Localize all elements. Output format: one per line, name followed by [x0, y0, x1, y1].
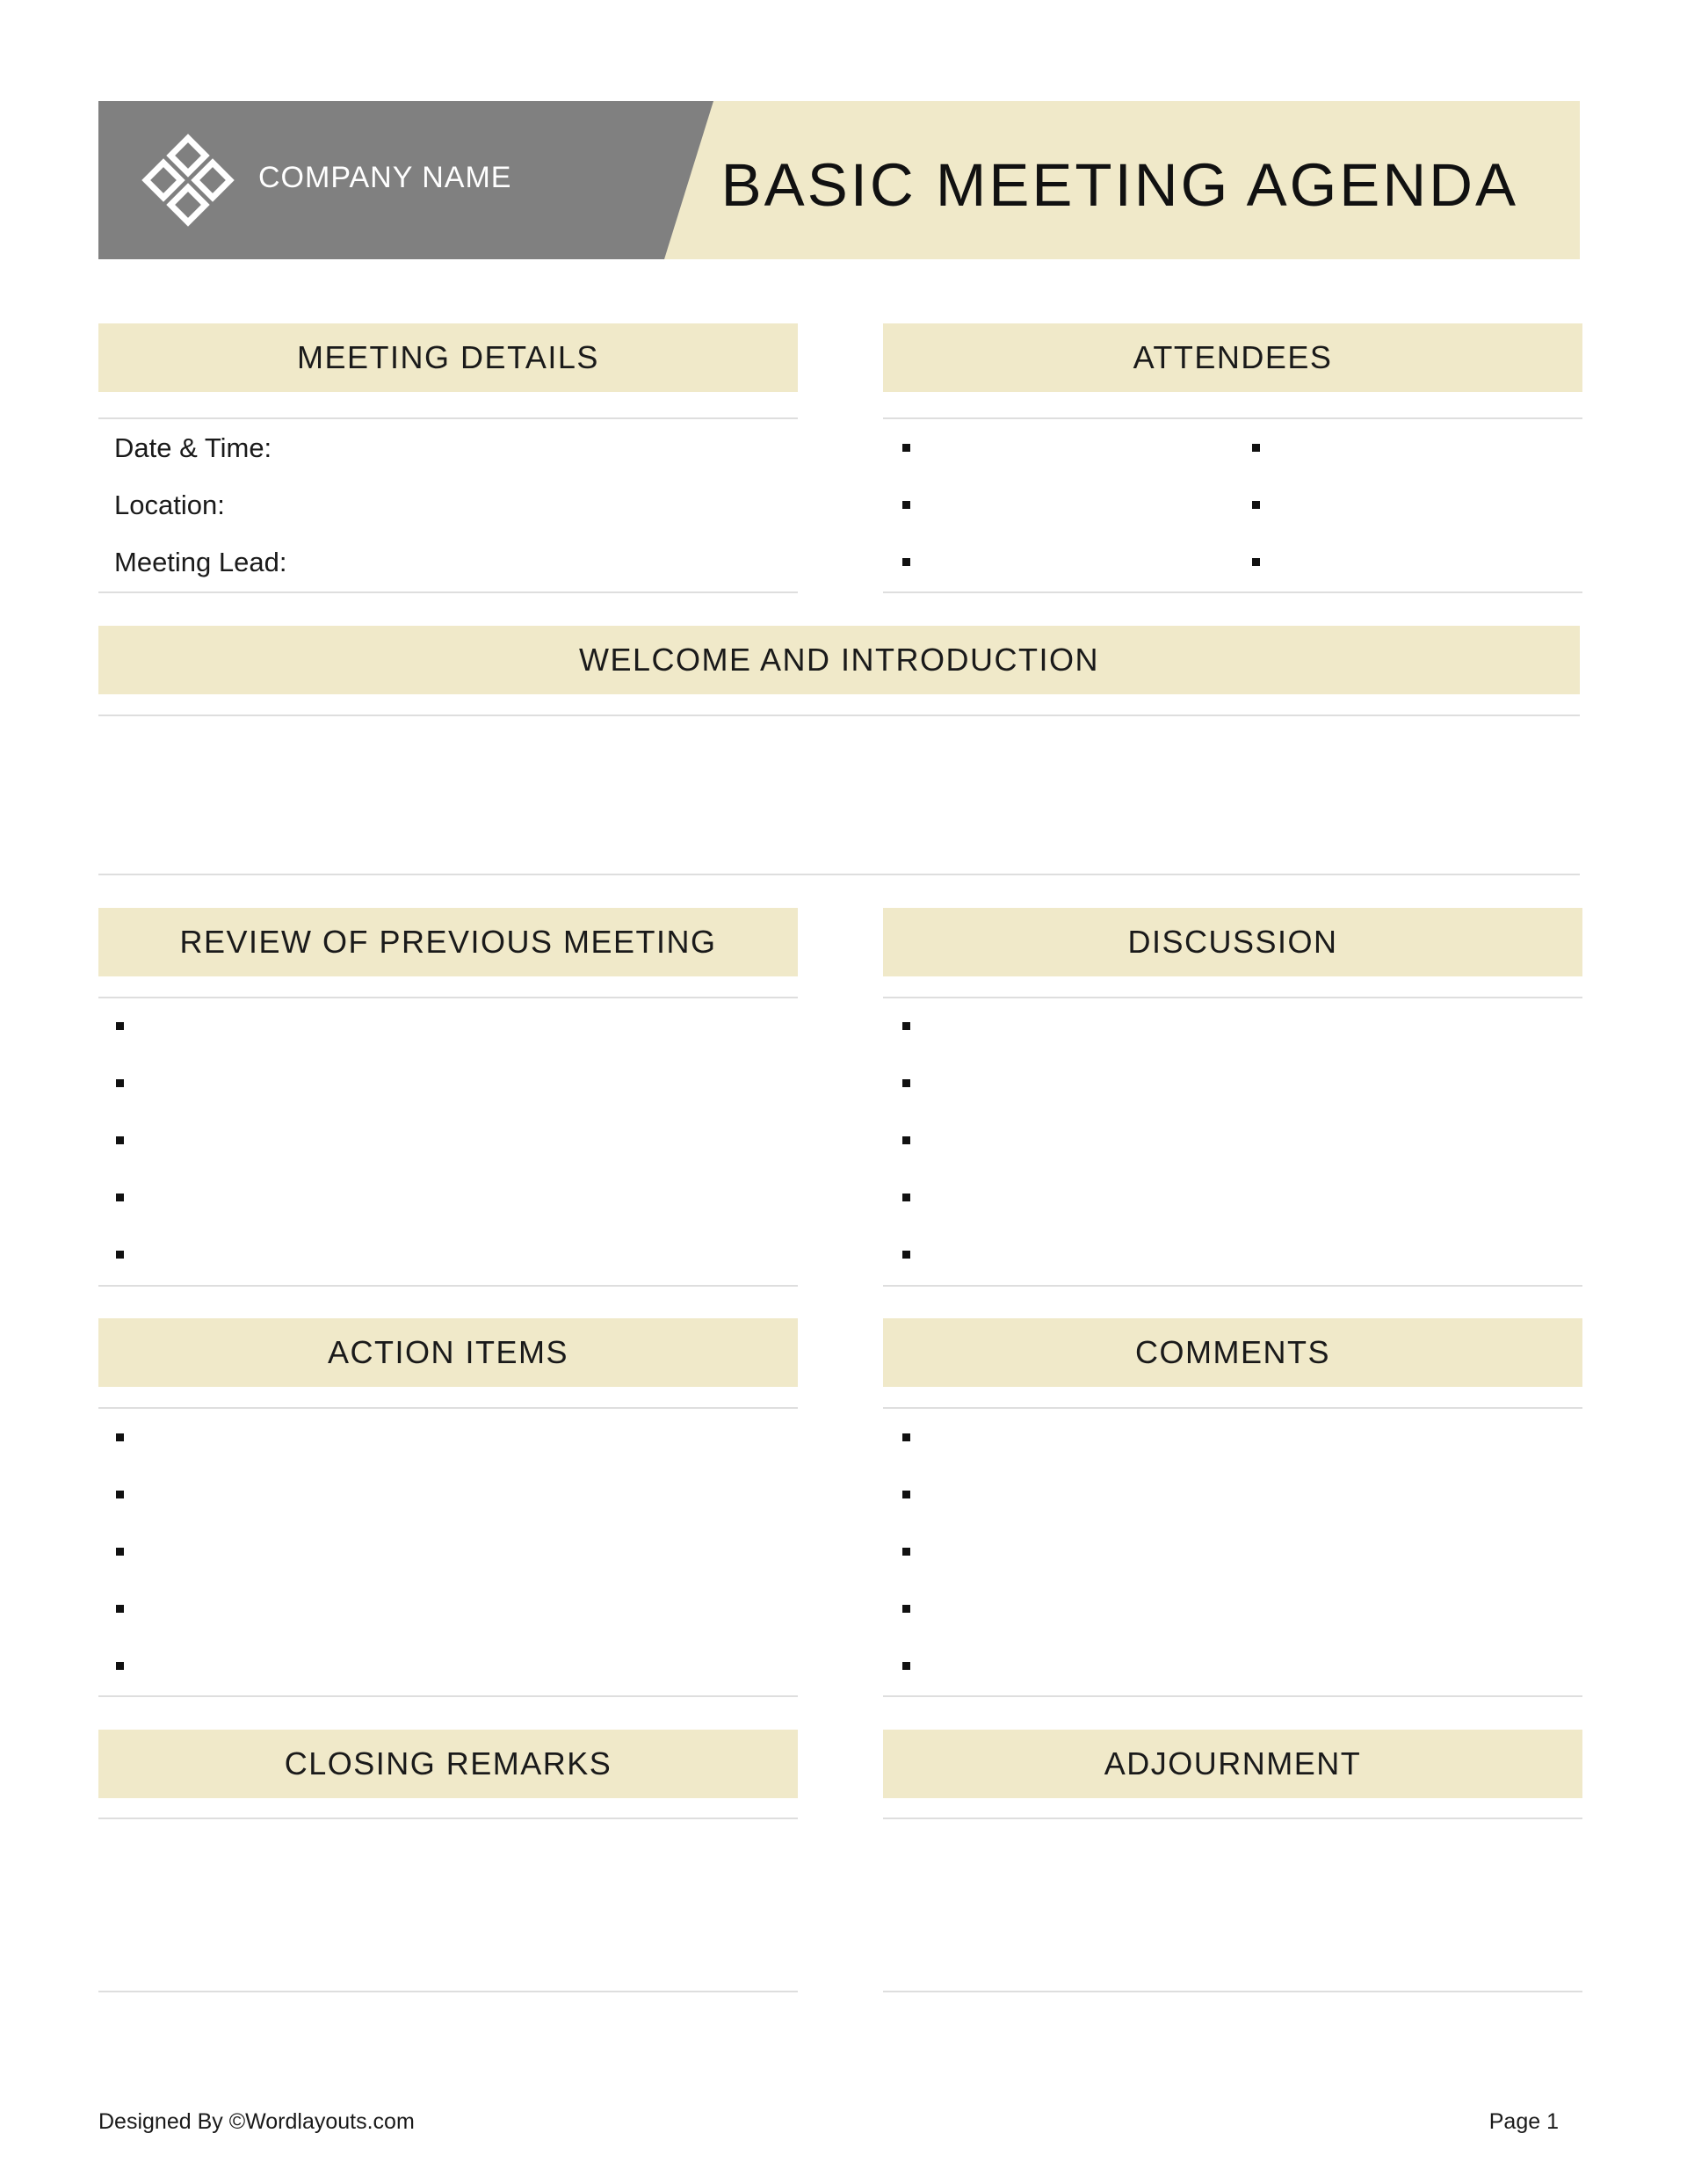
comment-bullet: [902, 1605, 910, 1613]
review-bullet: [116, 1079, 124, 1087]
review-bullet: [116, 1194, 124, 1201]
action-item-bullet: [116, 1548, 124, 1556]
attendee-bullet: [1252, 558, 1260, 566]
divider: [883, 1695, 1582, 1697]
attendee-bullet: [902, 558, 910, 566]
header-banner: [98, 101, 1580, 259]
divider: [98, 715, 1580, 716]
discussion-bullet: [902, 1136, 910, 1144]
attendee-bullet: [1252, 444, 1260, 452]
location-label: Location:: [114, 490, 225, 520]
divider: [98, 874, 1580, 875]
welcome-header: WELCOME AND INTRODUCTION: [98, 626, 1580, 694]
page-number: Page 1: [1488, 2109, 1559, 2134]
meeting-details-header: MEETING DETAILS: [98, 323, 798, 392]
divider: [883, 997, 1582, 998]
divider: [98, 591, 798, 593]
divider: [98, 1285, 798, 1287]
comment-bullet: [902, 1662, 910, 1670]
review-bullet: [116, 1251, 124, 1259]
discussion-header: DISCUSSION: [883, 908, 1582, 976]
meeting-lead-label: Meeting Lead:: [114, 547, 287, 577]
discussion-bullet: [902, 1251, 910, 1259]
page-title: BASIC MEETING AGENDA: [720, 151, 1518, 219]
action-items-header: ACTION ITEMS: [98, 1318, 798, 1387]
divider: [883, 591, 1582, 593]
discussion-bullet: [902, 1079, 910, 1087]
divider: [98, 1695, 798, 1697]
attendee-bullet: [902, 501, 910, 509]
attendees-header: ATTENDEES: [883, 323, 1582, 392]
comments-header: COMMENTS: [883, 1318, 1582, 1387]
action-item-bullet: [116, 1605, 124, 1613]
comment-bullet: [902, 1433, 910, 1441]
diamond-lattice-logo-icon: [139, 131, 237, 229]
divider: [883, 1818, 1582, 1819]
action-item-bullet: [116, 1491, 124, 1498]
divider: [883, 1991, 1582, 1992]
date-time-label: Date & Time:: [114, 432, 272, 463]
divider: [883, 417, 1582, 419]
attendee-bullet: [1252, 501, 1260, 509]
action-item-bullet: [116, 1433, 124, 1441]
divider: [98, 1818, 798, 1819]
divider: [98, 997, 798, 998]
review-bullet: [116, 1136, 124, 1144]
divider: [883, 1407, 1582, 1409]
comment-bullet: [902, 1491, 910, 1498]
divider: [883, 1285, 1582, 1287]
divider: [98, 1407, 798, 1409]
comment-bullet: [902, 1548, 910, 1556]
divider: [98, 1991, 798, 1992]
discussion-bullet: [902, 1194, 910, 1201]
footer-credit: Designed By ©Wordlayouts.com: [98, 2109, 415, 2134]
discussion-bullet: [902, 1022, 910, 1030]
divider: [98, 417, 798, 419]
closing-remarks-header: CLOSING REMARKS: [98, 1730, 798, 1798]
company-name: COMPANY NAME: [258, 161, 512, 194]
review-bullet: [116, 1022, 124, 1030]
adjournment-header: ADJOURNMENT: [883, 1730, 1582, 1798]
action-item-bullet: [116, 1662, 124, 1670]
review-header: REVIEW OF PREVIOUS MEETING: [98, 908, 798, 976]
attendee-bullet: [902, 444, 910, 452]
